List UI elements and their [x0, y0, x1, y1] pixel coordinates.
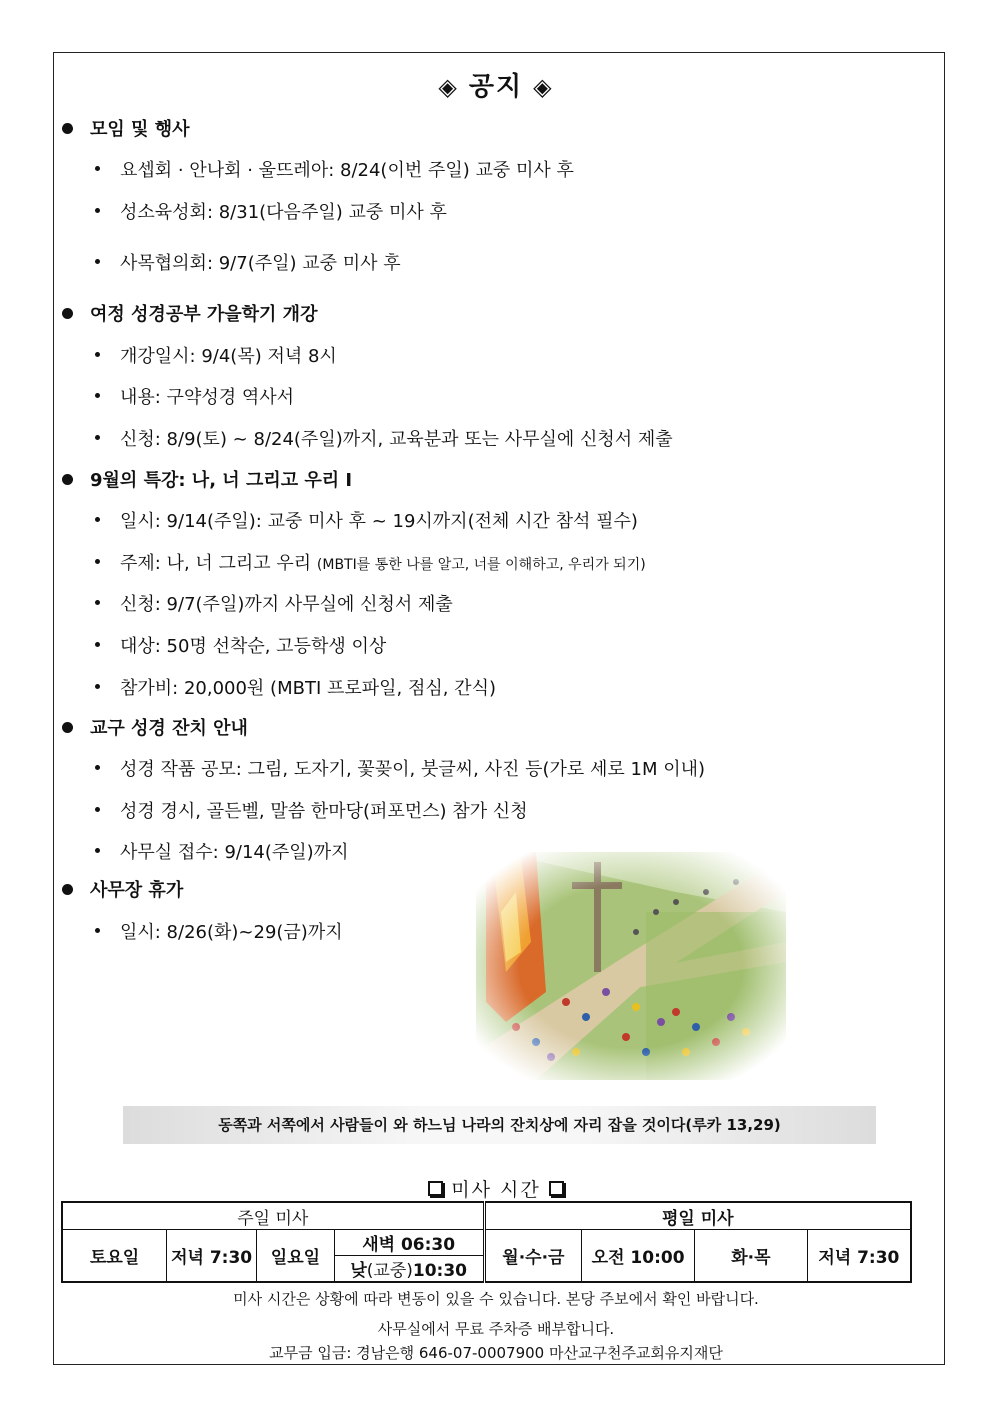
bullet-icon [95, 517, 100, 522]
section-heading: 교구 성경 잔치 안내 [62, 714, 248, 740]
bullet-icon [95, 600, 100, 605]
bullet-icon [95, 684, 100, 689]
offering-account: 교무금 입금: 경남은행 646-07-0007900 마산교구천주교회유지재단 [269, 1344, 723, 1362]
list-item: 성경 작품 공모: 그림, 도자기, 꽃꽂이, 붓글씨, 사진 등(가로 세로 1M 이내) [95, 755, 705, 781]
mass-schedule-title: 미사 시간 [0, 1175, 992, 1202]
list-item: 일시: 8/26(화)~29(금)까지 [95, 918, 343, 944]
bullet-icon [95, 435, 100, 440]
scripture-caption: 동쪽과 서쪽에서 사람들이 와 하느님 나라의 잔치상에 자리 잡을 것이다(루카 13,29) [123, 1106, 876, 1144]
bullet-icon [62, 308, 73, 319]
diamond-marker-right: ◈ [533, 73, 554, 101]
list-item: 성소육성회: 8/31(다음주일) 교중 미사 후 [95, 198, 447, 224]
list-item: 일시: 9/14(주일): 교중 미사 후 ~ 19시까지(전체 시간 참석 필수) [95, 507, 638, 533]
mwf-label: 월·수·금 [484, 1230, 582, 1283]
bullet-icon [62, 474, 73, 485]
section-heading: 사무장 휴가 [62, 876, 183, 902]
list-item: 성경 경시, 골든벨, 말씀 한마당(퍼포먼스) 참가 신청 [95, 797, 528, 823]
bullet-icon [95, 393, 100, 398]
list-item: 내용: 구약성경 역사서 [95, 383, 294, 409]
theme-subtitle: (MBTI를 통한 나를 알고, 너를 이해하고, 우리가 되기) [316, 557, 646, 573]
square-bullet-icon [428, 1181, 443, 1196]
bullet-icon [95, 208, 100, 213]
feast-illustration [476, 852, 786, 1080]
mass-schedule-table [61, 1201, 912, 1283]
bullet-icon [95, 166, 100, 171]
bullet-icon [62, 123, 73, 134]
parking-notice: 사무실에서 무료 주차증 배부합니다. [377, 1320, 615, 1338]
list-item: 참가비: 20,000원 (MBTI 프로파일, 점심, 간식) [95, 674, 496, 700]
saturday-time: 저녁 7:30 [167, 1230, 257, 1283]
bullet-icon [62, 884, 73, 895]
bullet-icon [95, 352, 100, 357]
diamond-marker-left: ◈ [438, 73, 459, 101]
tuesday-thursday-time: 저녁 7:30 [807, 1230, 911, 1283]
list-item: 요셉회 · 안나회 · 울뜨레아: 8/24(이번 주일) 교중 미사 후 [95, 156, 574, 182]
section-heading: 여정 성경공부 가을학기 개강 [62, 300, 317, 326]
bullet-icon [95, 928, 100, 933]
bullet-icon [95, 642, 100, 647]
bullet-icon [95, 765, 100, 770]
list-item: 사무실 접수: 9/14(주일)까지 [95, 838, 348, 864]
mwf-time: 오전 10:00 [582, 1230, 695, 1283]
sunday-time-day: 낮(교중)10:30 [334, 1256, 484, 1283]
tuesday-thursday-label: 화·목 [695, 1230, 808, 1283]
schedule-notice: 미사 시간은 상황에 따라 변동이 있을 수 있습니다. 본당 주보에서 확인 바랍니다. [233, 1290, 759, 1308]
list-item: 개강일시: 9/4(목) 저녁 8시 [95, 342, 337, 368]
section-heading: 모임 및 행사 [62, 115, 189, 141]
sunday-label: 일요일 [257, 1230, 335, 1283]
bullet-icon [95, 807, 100, 812]
square-bullet-icon [549, 1181, 564, 1196]
page-title [0, 66, 992, 103]
list-item: 신청: 9/7(주일)까지 사무실에 신청서 제출 [95, 590, 453, 616]
sunday-mass-header: 주일 미사 [62, 1202, 484, 1230]
list-item: 주제: 나, 너 그리고 우리 (MBTI를 통한 나를 알고, 너를 이해하고, 우리가 되기) [95, 549, 646, 575]
list-item: 신청: 8/9(토) ~ 8/24(주일)까지, 교육분과 또는 사무실에 신청서 제출 [95, 425, 673, 451]
bullet-icon [95, 559, 100, 564]
list-item: 사목협의회: 9/7(주일) 교중 미사 후 [95, 249, 401, 275]
page-title-text: 공지 [468, 72, 524, 102]
bullet-icon [95, 259, 100, 264]
saturday-label: 토요일 [62, 1230, 167, 1283]
bullet-icon [95, 848, 100, 853]
weekday-mass-header: 평일 미사 [484, 1202, 911, 1230]
sunday-time-dawn: 새벽 06:30 [334, 1230, 484, 1256]
bullet-icon [62, 722, 73, 733]
section-heading: 9월의 특강: 나, 너 그리고 우리 Ⅰ [62, 466, 352, 492]
list-item: 대상: 50명 선착순, 고등학생 이상 [95, 632, 386, 658]
